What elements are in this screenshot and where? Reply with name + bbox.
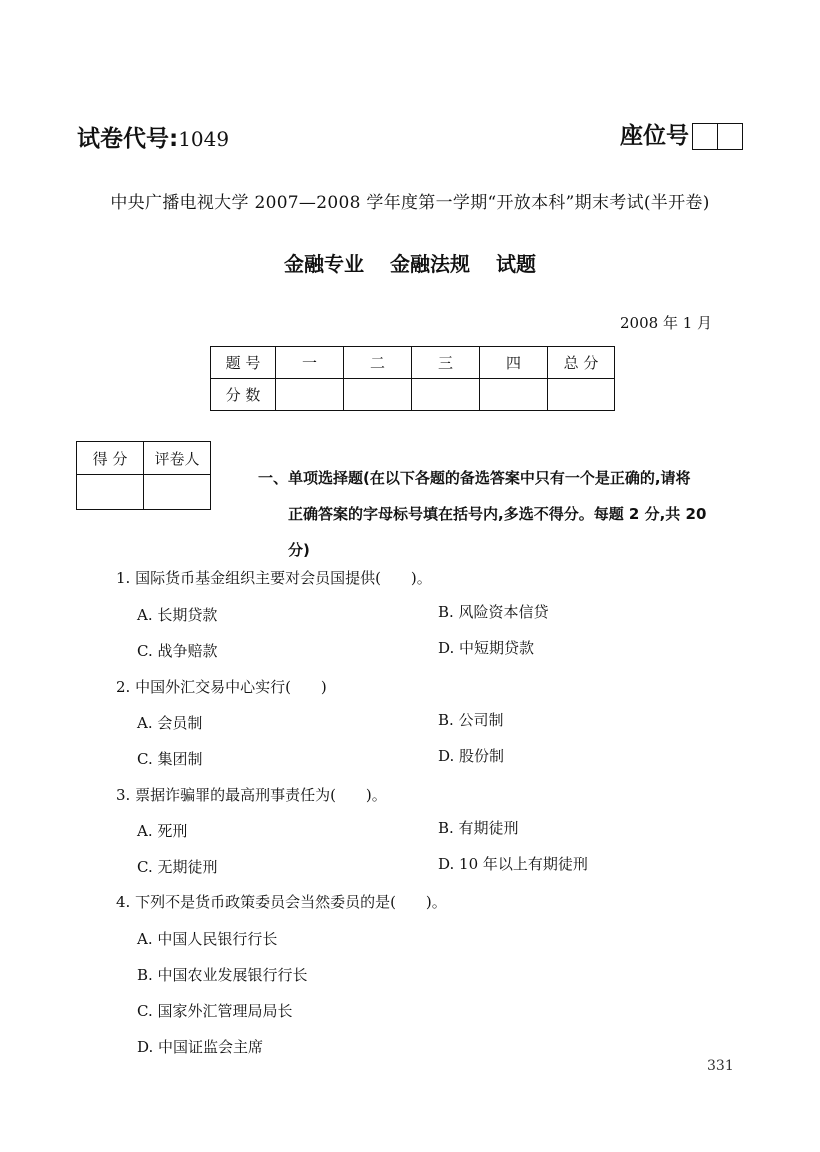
question-1-option-b: B. 风险资本信贷 xyxy=(438,603,549,621)
score-input-q2[interactable] xyxy=(344,379,412,411)
grader-score-label: 得 分 xyxy=(77,442,144,475)
section-line-1: 一、单项选择题(在以下各题的备选答案中只有一个是正确的,请将 xyxy=(258,469,691,487)
subject-kind: 试题 xyxy=(496,252,536,276)
subject-major: 金融专业 xyxy=(284,252,364,276)
seat-number-boxes[interactable] xyxy=(692,123,743,150)
question-1-option-c: C. 战争赔款 xyxy=(137,642,218,660)
score-table xyxy=(210,346,615,411)
page-number: 331 xyxy=(707,1058,734,1074)
score-cell-total: 总 分 xyxy=(548,347,615,379)
question-3-stem: 3. 票据诈骗罪的最高刑事责任为( )。 xyxy=(116,786,387,804)
score-table-score-row xyxy=(211,379,615,411)
score-input-q1[interactable] xyxy=(276,379,344,411)
subject-course: 金融法规 xyxy=(390,252,470,276)
score-cell-label: 题 号 xyxy=(211,347,276,379)
score-table-header-row xyxy=(211,347,615,379)
question-2-stem: 2. 中国外汇交易中心实行( ) xyxy=(116,678,327,696)
question-2-option-a: A. 会员制 xyxy=(137,714,203,732)
score-cell-q2: 二 xyxy=(344,347,412,379)
section-line-2: 正确答案的字母标号填在括号内,多选不得分。每题 2 分,共 20 xyxy=(288,505,707,523)
grader-name-input[interactable] xyxy=(144,475,211,510)
question-4-option-a: A. 中国人民银行行长 xyxy=(137,930,278,948)
subject-title xyxy=(0,248,820,277)
score-input-q4[interactable] xyxy=(480,379,548,411)
question-2-option-d: D. 股份制 xyxy=(438,747,505,765)
paper-code-label: 试卷代号: xyxy=(77,126,179,152)
question-3-option-b: B. 有期徒刑 xyxy=(438,819,519,837)
question-4-option-c: C. 国家外汇管理局局长 xyxy=(137,1002,293,1020)
score-input-q3[interactable] xyxy=(412,379,480,411)
paper-code xyxy=(77,120,229,153)
question-3-option-c: C. 无期徒刑 xyxy=(137,858,218,876)
seat-label: 座位号 xyxy=(620,123,689,149)
question-1-stem: 1. 国际货币基金组织主要对会员国提供( )。 xyxy=(116,569,432,587)
exam-title: 中央广播电视大学 2007—2008 学年度第一学期“开放本科”期末考试(半开卷) xyxy=(110,193,710,213)
score-cell-q4: 四 xyxy=(480,347,548,379)
score-cell-q3: 三 xyxy=(412,347,480,379)
question-4-option-d: D. 中国证监会主席 xyxy=(137,1038,264,1056)
seat-number xyxy=(620,117,743,150)
paper-code-number: 1049 xyxy=(178,127,230,151)
question-3-option-d: D. 10 年以上有期徒刑 xyxy=(438,855,588,873)
grader-name-label: 评卷人 xyxy=(144,442,211,475)
question-4-option-b: B. 中国农业发展银行行长 xyxy=(137,966,308,984)
section-one-instructions xyxy=(258,460,758,568)
grader-score-input[interactable] xyxy=(77,475,144,510)
score-cell-q1: 一 xyxy=(276,347,344,379)
score-row-label: 分 数 xyxy=(211,379,276,411)
question-1-option-a: A. 长期贷款 xyxy=(137,606,218,624)
score-input-total[interactable] xyxy=(548,379,615,411)
question-3-option-a: A. 死刑 xyxy=(137,822,188,840)
grader-table xyxy=(76,441,211,510)
question-2-option-c: C. 集团制 xyxy=(137,750,203,768)
question-4-stem: 4. 下列不是货币政策委员会当然委员的是( )。 xyxy=(116,893,447,911)
question-2-option-b: B. 公司制 xyxy=(438,711,504,729)
exam-date: 2008 年 1 月 xyxy=(620,314,713,332)
question-1-option-d: D. 中短期贷款 xyxy=(438,639,535,657)
section-line-3: 分) xyxy=(288,541,310,559)
